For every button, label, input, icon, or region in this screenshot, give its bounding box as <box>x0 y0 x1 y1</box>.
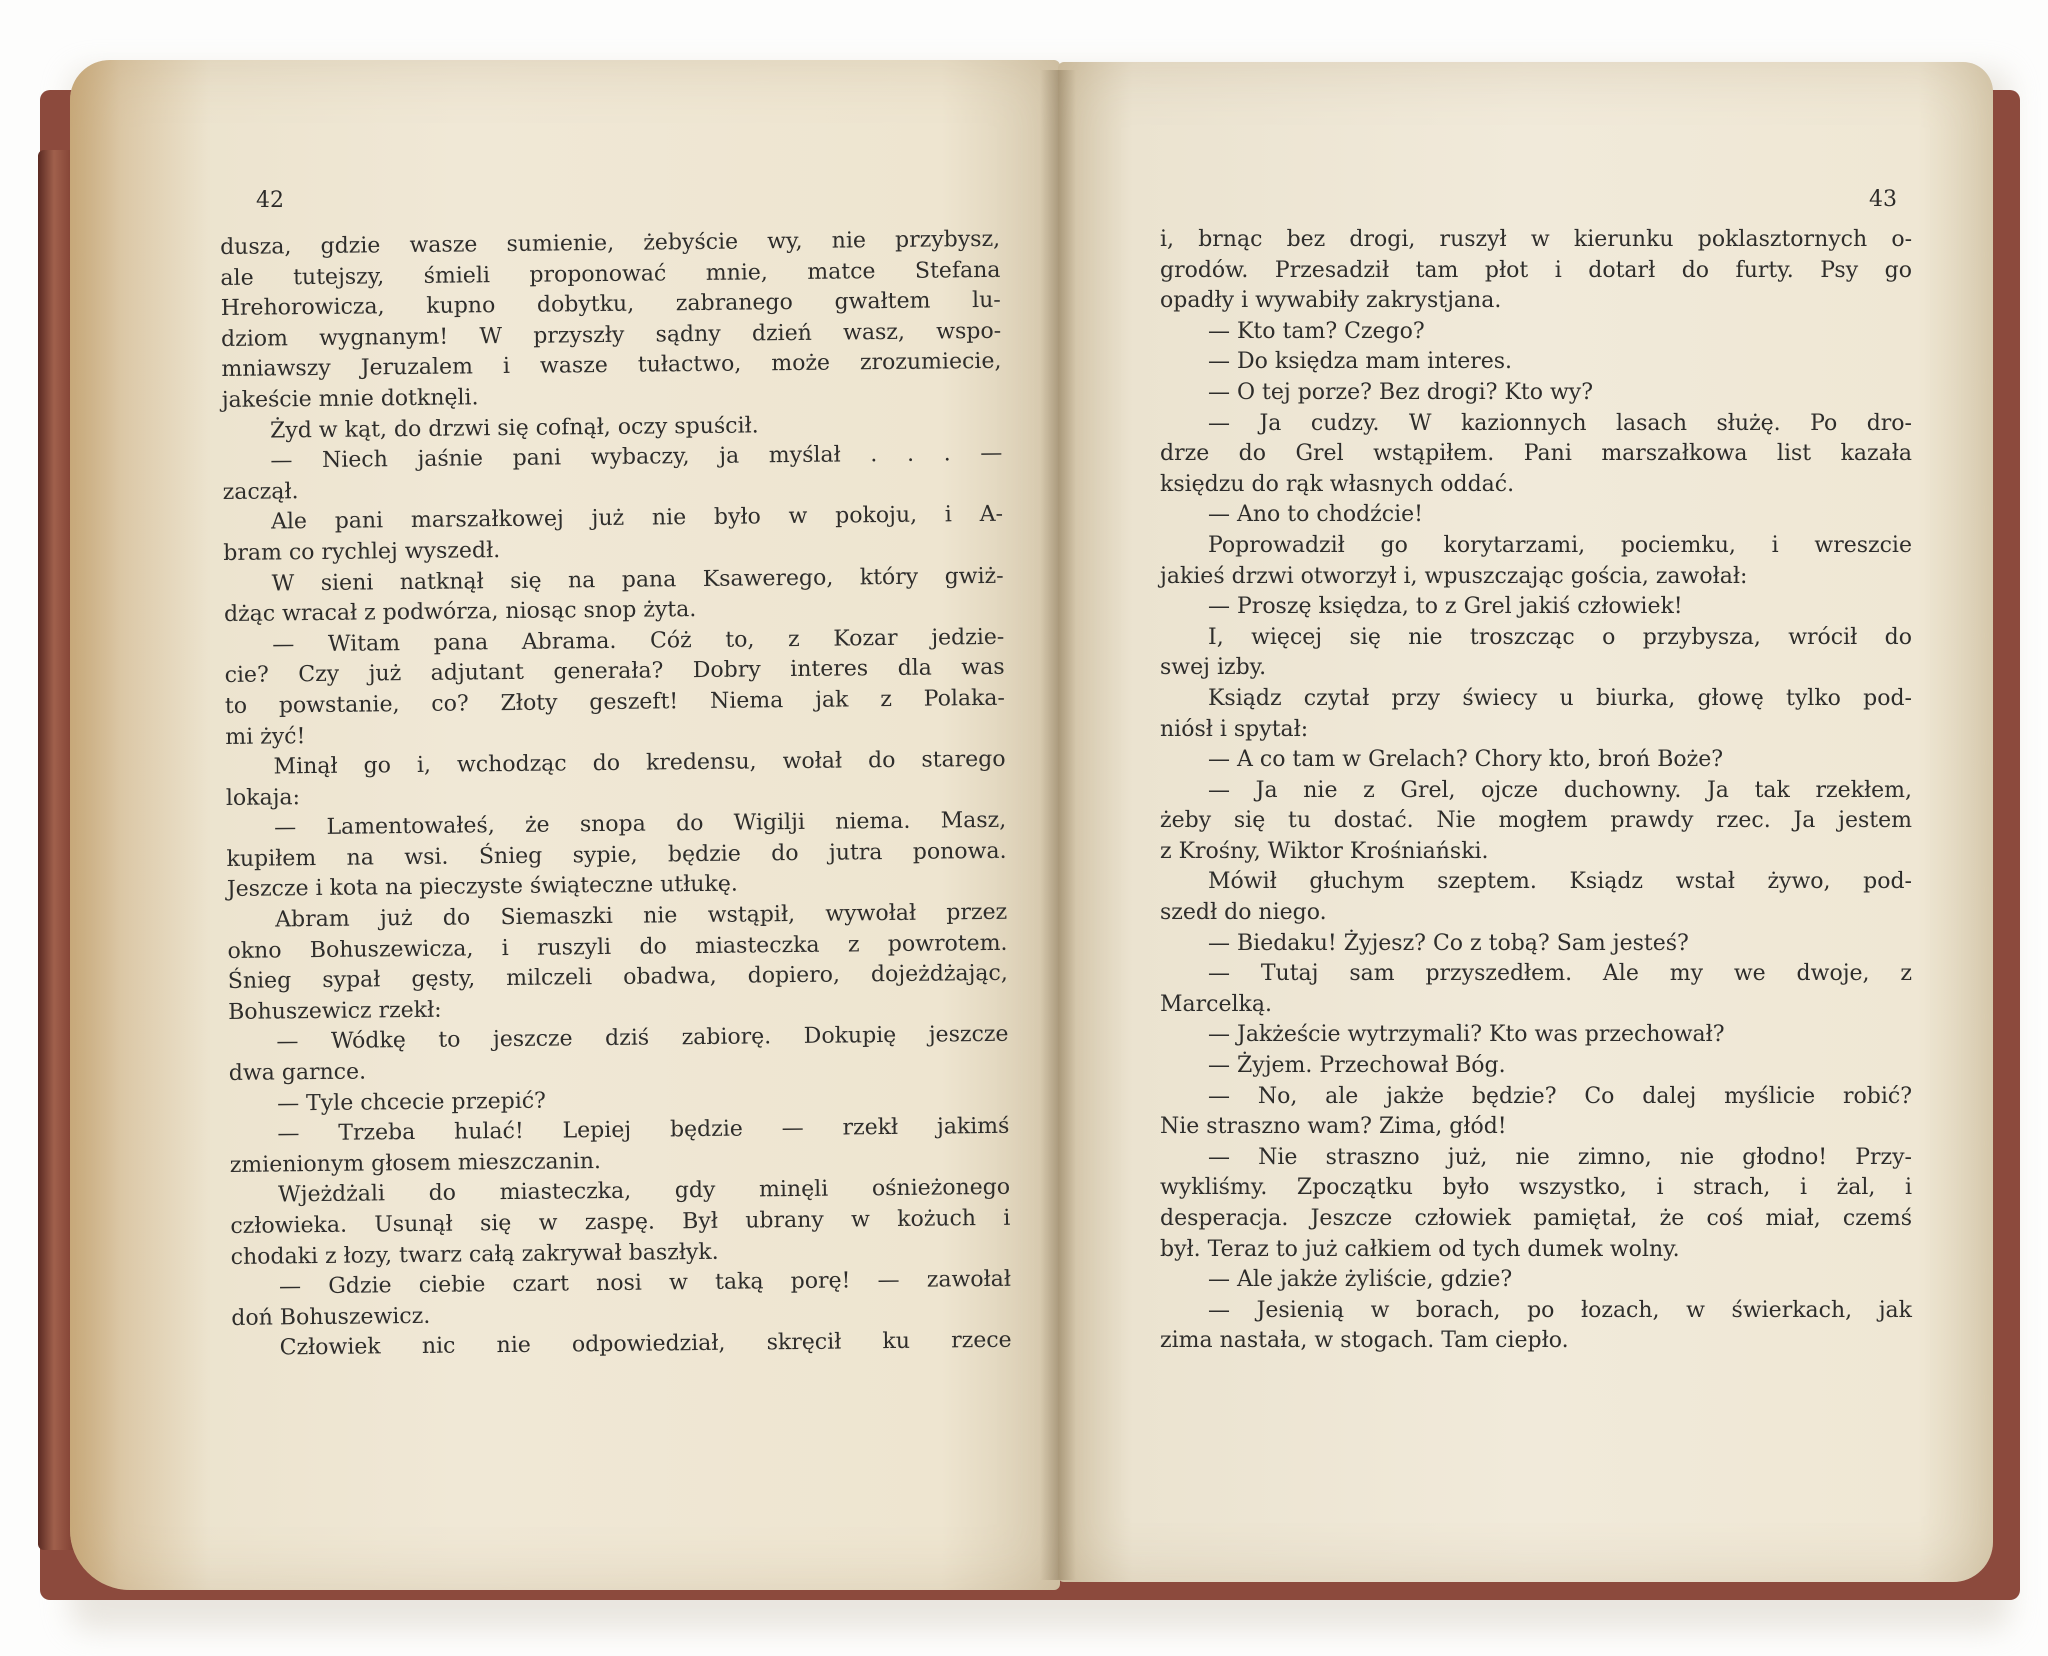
text-line: — Gdzie ciebie czart nosi w taką porę! — zawołał <box>278 1266 1012 1300</box>
text-line: księdzu do rąk własnych oddać. <box>1160 471 1515 497</box>
text-line: — A co tam w Grelach? Chory kto, broń Boże? <box>1208 747 1724 773</box>
text-line: — Nie straszno już, nie zimno, nie głodno! Przy- <box>1208 1144 1912 1170</box>
page-number-left: 42 <box>256 188 284 213</box>
text-line: — Ja nie z Grel, ojcze duchowny. Ja tak rzekłem, <box>1208 777 1912 803</box>
text-line: — Ale jakże żyliście, gdzie? <box>1208 1267 1513 1293</box>
text-line: Poprowadził go korytarzami, pociemku, i wreszcie <box>1208 532 1912 558</box>
text-line: Ksiądz czytał przy świecy u biurka, głowę tylko pod- <box>1208 685 1912 711</box>
text-line: Wjeżdżali do miasteczka, gdy minęli ośnieżonego <box>277 1175 1011 1208</box>
text-line: — Tutaj sam przyszedłem. Ale my we dwoje, z <box>1208 961 1912 987</box>
text-line: cie? Czy już adjutant generała? Dobry interes dla was <box>224 655 1005 689</box>
text-line: Hrehorowicza, kupno dobytku, zabranego gwałtem lu- <box>220 288 1001 322</box>
text-line: chodaki z łozy, twarz całą zakrywał baszłyk. <box>230 1239 719 1270</box>
text-line: szedł do niego. <box>1160 900 1327 926</box>
text-line: jakieś drzwi otworzył i, wpuszczając gościa, zawołał: <box>1160 563 1748 589</box>
left-page <box>70 60 1060 1590</box>
text-line: Jeszcze i kota na pieczyste świąteczne utłukę. <box>226 872 738 903</box>
text-line: — Kto tam? Czego? <box>1208 318 1425 344</box>
text-line: jakeście mnie dotknęli. <box>221 385 479 413</box>
text-line: — Proszę księdza, to z Grel jakiś człowiek! <box>1208 594 1683 620</box>
text-line: Marcelką. <box>1160 991 1272 1017</box>
text-line: zmienionym głosem mieszczanin. <box>229 1148 602 1178</box>
text-line: kupiłem na wsi. Śnieg sypie, będzie do jutra ponowa. <box>226 838 1007 872</box>
text-line: — Witam pana Abrama. Cóż to, z Kozar jedzie- <box>272 624 1005 658</box>
text-line: — Lamentowałeś, że snopa do Wigilji niema. Masz, <box>274 808 1007 841</box>
text-line: człowieka. Usunął się w zaspę. Był ubrany w kożuch i <box>230 1205 1011 1239</box>
text-line: — Biedaku! Żyjesz? Co z tobą? Sam jesteś? <box>1208 930 1689 956</box>
text-line: — Żyjem. Przechował Bóg. <box>1208 1053 1506 1079</box>
text-line: I, więcej się nie troszcząc o przybysza, wrócił do <box>1208 624 1912 650</box>
text-line: dżąc wracał z podwórza, niosąc snop żyta. <box>223 597 697 628</box>
text-line: mi żyć! <box>225 723 306 750</box>
text-line: bram co rychlej wyszedł. <box>223 538 501 566</box>
text-line: — Trzeba hulać! Lepiej będzie — rzekł jakimś <box>277 1114 1010 1147</box>
text-line: — Jesienią w borach, po łozach, w świerkach, jak <box>1208 1297 1912 1323</box>
text-line: desperacja. Jeszcze człowiek pamiętał, że coś miał, czemś <box>1160 1206 1912 1231</box>
text-line: niósł i spytał: <box>1160 716 1309 742</box>
text-line: — Do księdza mam interes. <box>1208 349 1513 375</box>
text-line: — Tyle chcecie przepić? <box>276 1088 547 1117</box>
text-line: swej izby. <box>1160 655 1267 681</box>
right-page-text <box>1160 225 1912 1357</box>
text-line: — No, ale jakże będzie? Co dalej myślicie robić? <box>1208 1083 1912 1109</box>
text-line: Ale pani marszałkowej już nie było w pokoju, i A- <box>270 502 1004 535</box>
text-line: ale tutejszy, śmieli proponować mnie, matce Stefana <box>220 257 1001 291</box>
text-line: — O tej porze? Bez drogi? Kto wy? <box>1208 379 1594 405</box>
text-line: mniawszy Jeruzalem i wasze tułactwo, może zrozumiecie, <box>221 349 1002 383</box>
text-line: Mówił głuchym szeptem. Ksiądz wstał żywo, pod- <box>1208 869 1912 895</box>
text-line: dziom wygnanym! W przyszły sądny dzień wasz, wspo- <box>220 318 1002 352</box>
text-line: zaczął. <box>222 478 299 505</box>
text-line: opadły i wywabiły zakrystjana. <box>1160 288 1502 314</box>
text-line: Nie straszno wam? Zima, głód! <box>1160 1114 1507 1140</box>
text-line: lokaja: <box>225 784 301 811</box>
page-number-right: 43 <box>1869 187 1897 212</box>
text-line: żeby się tu dostać. Nie mogłem prawdy rzec. Ja jestem <box>1160 808 1912 834</box>
text-line: Żyd w kąt, do drzwi się cofnął, oczy spuścił. <box>269 412 759 444</box>
text-line: — Jakżeście wytrzymali? Kto was przechował? <box>1208 1022 1725 1048</box>
book-gutter <box>1040 70 1076 1580</box>
text-line: — Niech jaśnie pani wybaczy, ja myślał . . . — <box>270 440 1003 474</box>
text-line: doń Bohuszewicz. <box>231 1303 431 1331</box>
text-line: Minął go i, wchodząc do kredensu, wołał do starego <box>273 746 1006 780</box>
text-line: — Ja cudzy. W kazionnych lasach służę. Po dro- <box>1208 410 1912 436</box>
right-page <box>1058 62 1993 1582</box>
text-line: wykliśmy. Zpoczątku było wszystko, i strach, i żal, i <box>1160 1175 1912 1201</box>
text-line: Człowiek nic nie odpowiedział, skręcił ku rzece <box>279 1328 1012 1361</box>
page-stain <box>70 60 210 1590</box>
text-line: — Wódkę to jeszcze dziś zabiorę. Dokupię jeszcze <box>276 1022 1009 1055</box>
text-line: z Krośny, Wiktor Krośniański. <box>1160 838 1489 864</box>
left-page-text <box>220 225 1012 1365</box>
text-line: był. Teraz to już całkiem od tych dumek wolny. <box>1160 1236 1680 1262</box>
text-line: to powstanie, co? Złoty geszeft! Niema jak z Polaka- <box>224 685 1006 719</box>
text-line: Abram już do Siemaszki nie wstąpił, wywołał przez <box>275 899 1008 933</box>
text-line: grodów. Przesadził tam płot i dotarł do furty. Psy go <box>1160 257 1912 283</box>
text-line: Bohuszewicz rzekł: <box>228 997 442 1025</box>
text-line: i, brnąc bez drogi, ruszył w kierunku poklasztornych o- <box>1160 227 1912 252</box>
text-line: zima nastała, w stogach. Tam ciepło. <box>1160 1328 1569 1354</box>
text-line: drze do Grel wstąpiłem. Pani marszałkowa list kazała <box>1160 441 1912 467</box>
text-line: Śnieg sypał gęsty, milczeli obadwa, dopiero, dojeżdżając, <box>227 961 1008 995</box>
text-line: W sieni natknął się na pana Ksawerego, który gwiż- <box>271 563 1004 597</box>
text-line: — Ano to chodźcie! <box>1208 502 1423 528</box>
text-line: okno Bohuszewicza, i ruszyli do miasteczka z powrotem. <box>227 930 1008 964</box>
text-line: dusza, gdzie wasze sumienie, żebyście wy, nie przybysz, <box>220 226 1001 260</box>
text-line: dwa garnce. <box>228 1059 367 1086</box>
